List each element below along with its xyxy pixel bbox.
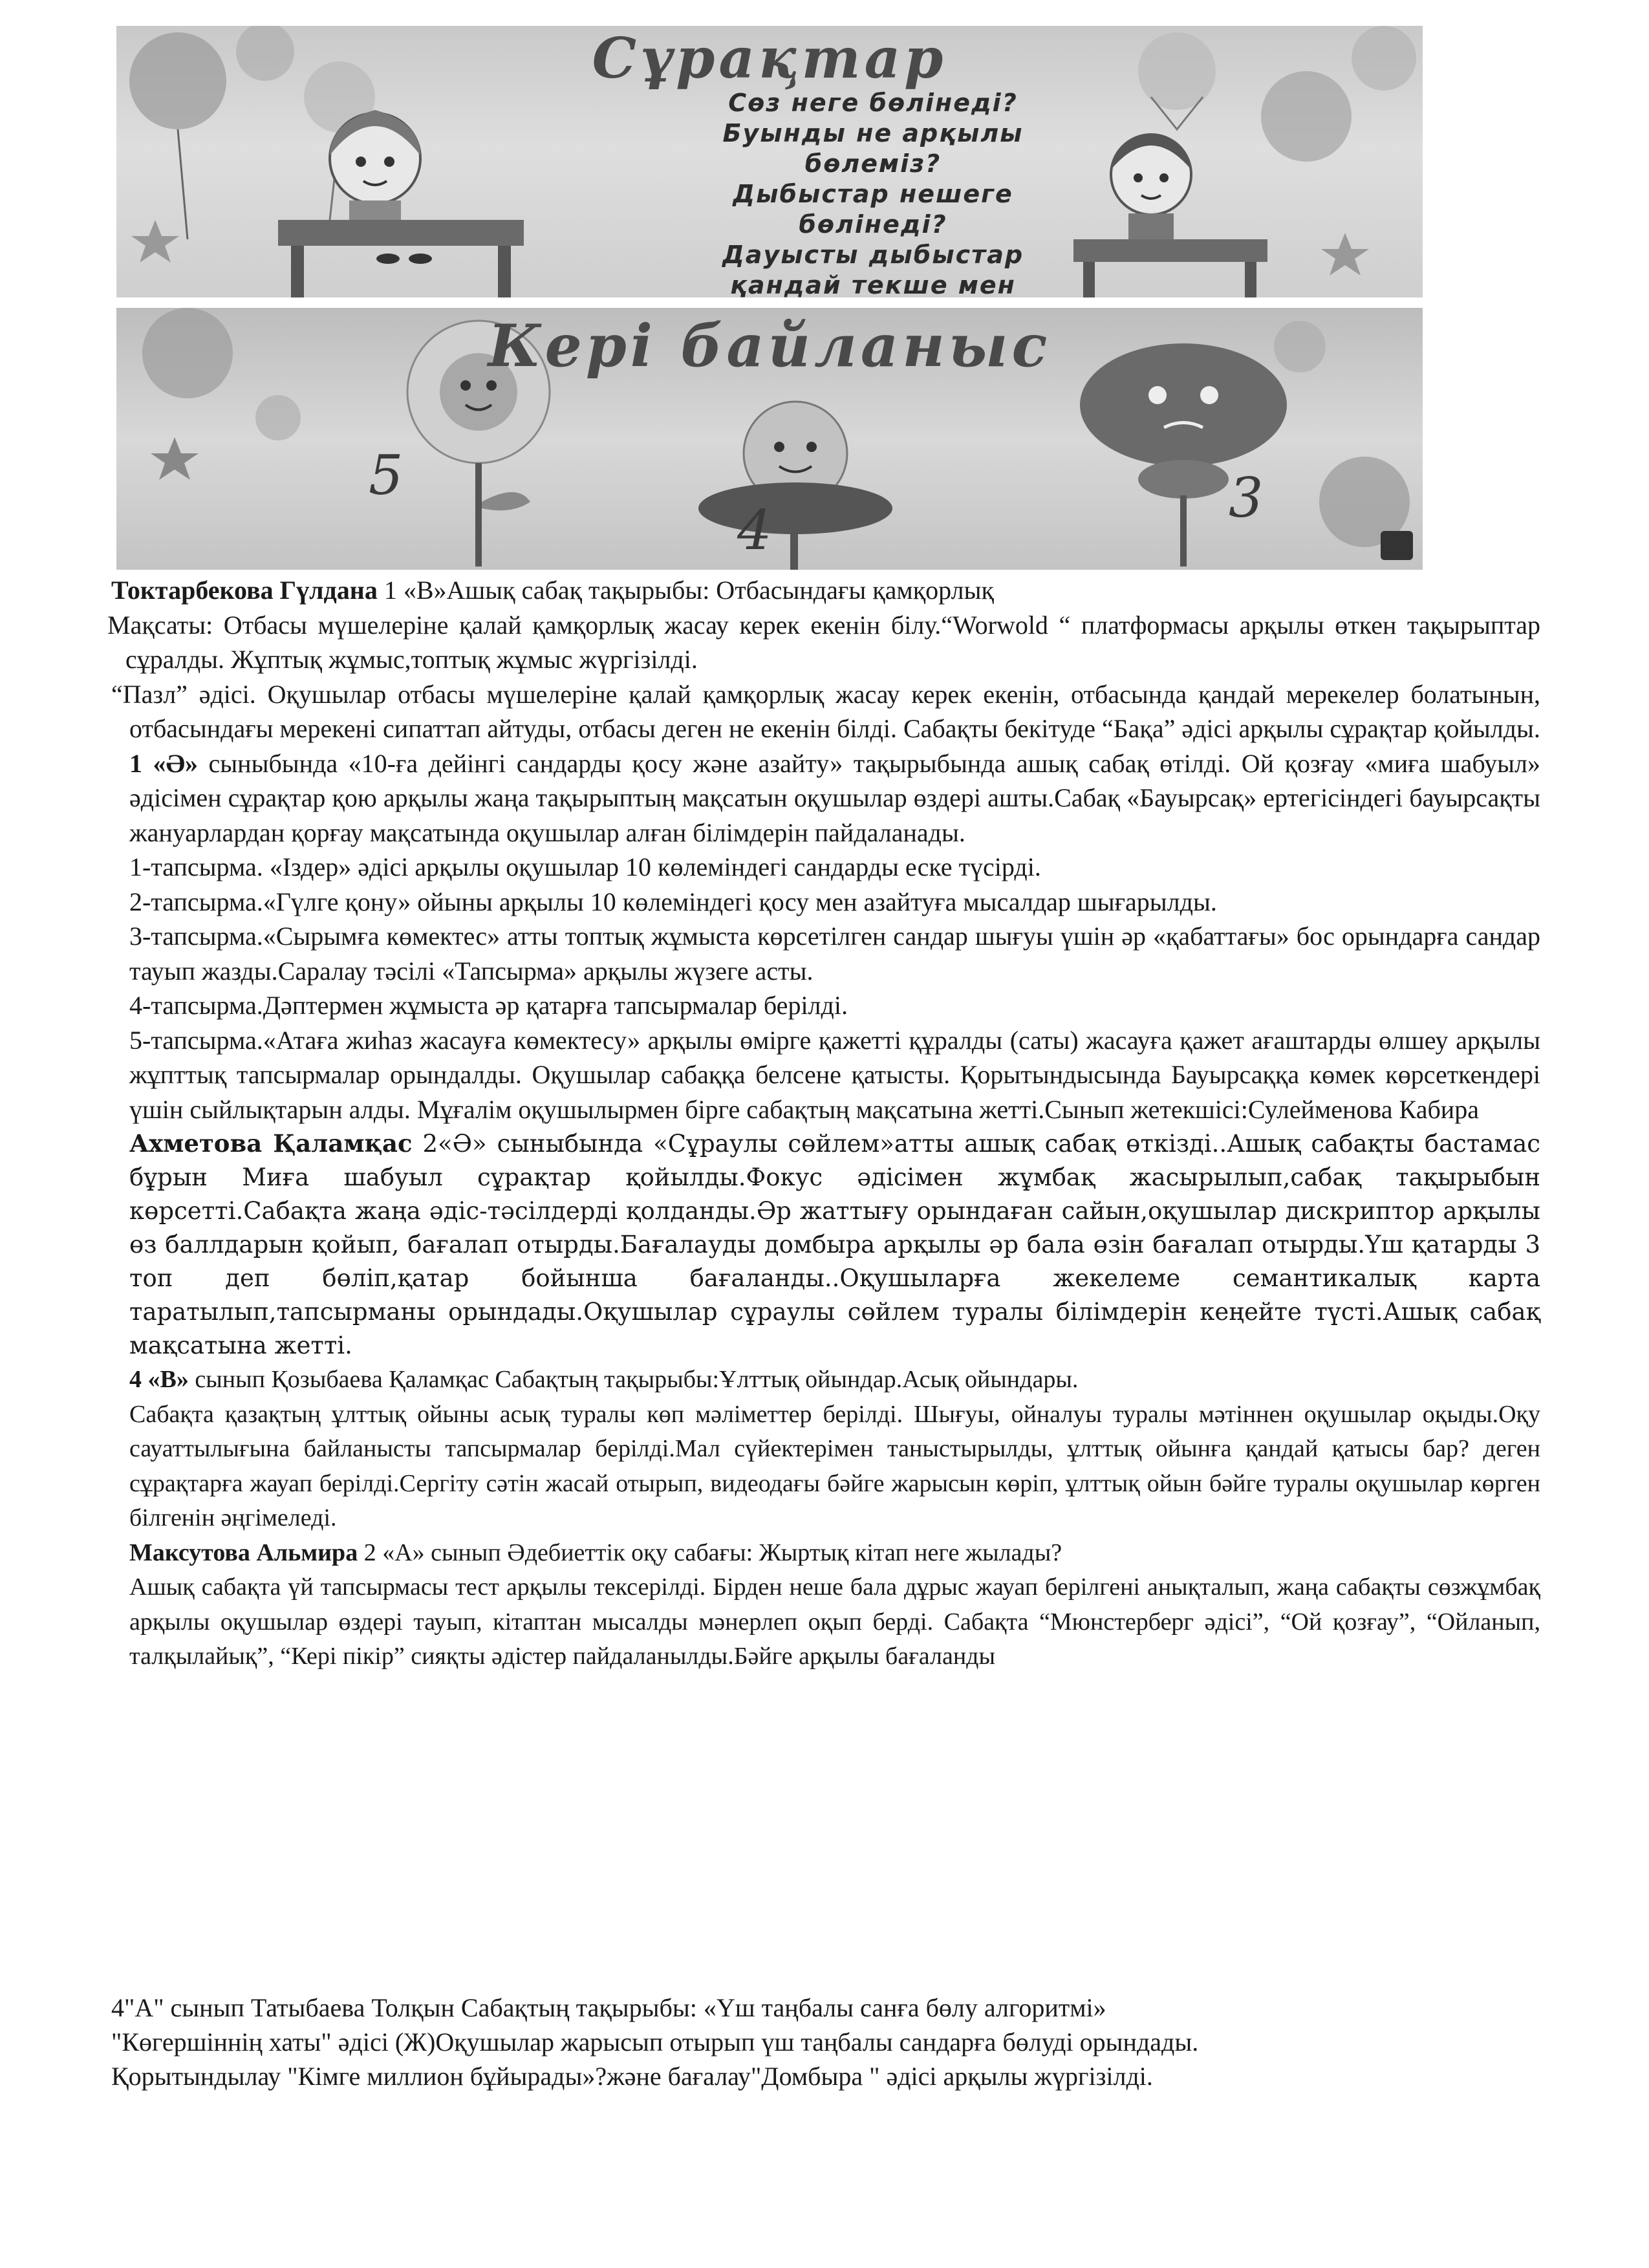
p3-body: 2«Ә» сыныбында «Сұраулы сөйлем»атты ашық сабақ өткізді..Ашық сабақты бастамас бұрын Миға шабуыл сұрақтар қойылды.Фокус әдісімен жұмбақ жасырылып,сабақ тақырыбын көрсетті.Сабақта жаңа әдіс-тәсілдерді қолданды.Әр жаттығу орындаған сайын,оқушылар дискриптор арқылы өз баллдарын қойып, бағалап отырды.Бағалауды домбыра арқылы әр бала өзін бағалап отырды.Үш қатарды 3 топ деп бөліп,қатар бойынша бағаланды..Оқушыларға жекелеме семантикалық карта таратылып,тапсырманы орындады.Оқушылар сұраулы сөйлем туралы білімдерін кеңейте түсті.Ашық сабақ мақсатына жетті.	[129, 1130, 1540, 1359]
p2-body: сыныбында «10-ға дейінгі сандарды қосу және азайту» тақырыбында ашық сабақ өтілді. Ой қозғау «миға шабуыл» әдісімен сұрақтар қою арқылы жаңа тақырыптың мақсатын оқушылар өздері ашты.Сабақ «Бауырсақ» ертегісіндегі бауырсақты жануарлардан қорғау мақсатында оқушылар алған білімдерін пайдаланады.	[129, 748, 1540, 847]
task-2: 2-тапсырма.«Гүлге қону» ойыны арқылы 10 көлеміндегі қосу мен азайтуға мысалдар шығарылды.	[129, 887, 1217, 916]
question-line: Дауысты дыбыстар	[722, 241, 1024, 269]
class-label: 1 «Ә»	[129, 748, 199, 778]
slide-questions-list	[608, 88, 1138, 297]
report-text	[107, 573, 1540, 1674]
score-center: 4	[737, 499, 772, 562]
p1-goal: Мақсаты: Отбасы мүшелеріне қалай қамқорлық жасау керек екенін білу.“Worwold “ платформасы арқылы өткен тақырыптар сұралды. Жұптық жұмыс,топтық жұмыс жүргізілді.	[107, 610, 1540, 674]
p6-line: 4"А" сынып Татыбаева Толқын Сабақтың тақырыбы: «Үш таңбалы санға бөлу алгоритмі»	[111, 1993, 1106, 2022]
p1-method: “Пазл” әдісі. Оқушылар отбасы мүшелеріне қалай қамқорлық жасау керек екенін, отбасында қандай мерекелер болатынын, отбасындағы мерекені сипаттап айтуды, отбасы деген не екенін білді. Сабақты бекітуде “Бақа” әдісі арқылы сұрақтар қойылды.	[111, 679, 1540, 743]
class-label: 4 «В»	[129, 1366, 189, 1393]
p5-topic: 2 «А» сынып Әдебиеттік оқу сабағы: Жыртық кітап неге жылады?	[358, 1539, 1062, 1566]
question-line: Сөз неге бөлінеді?	[728, 89, 1018, 117]
task-4: 4-тапсырма.Дәптермен жұмыста әр қатарға тапсырмалар берілді.	[129, 991, 848, 1020]
slide-questions-title: Сұрақтар	[592, 26, 947, 91]
score-right: 3	[1229, 466, 1264, 530]
p6-line: Қорытындылау "Кімге миллион бұйырады»?және бағалау"Домбыра " әдісі арқылы жүргізілді.	[111, 2062, 1153, 2091]
lesson-topic: 1 «В»Ашық сабақ тақырыбы: Отбасындағы қамқорлық	[377, 576, 994, 605]
p3-text	[111, 1127, 1540, 1363]
slide-feedback-title: Кері байланыс	[488, 312, 1051, 380]
p2-text	[111, 746, 1540, 850]
slide-questions-image	[116, 26, 1423, 297]
question-line: бөлеміз?	[804, 149, 942, 178]
p4-heading	[111, 1363, 1540, 1398]
p1-heading	[111, 573, 1540, 608]
score-left: 5	[369, 444, 404, 507]
question-line: қандай текше мен	[730, 271, 1016, 297]
slide-feedback-image	[116, 308, 1423, 570]
task-5: 5-тапсырма.«Атаға жиһаз жасауға көмектесу» арқылы өмірге қажетті құралды (саты) жасауға қажет ағаштарды өлшеу арқылы жұпттық тапсырмалар орындалды. Оқушылар сабаққа белсене қатысты. Қорытындысында Бауырсаққа көмек көрсеткендері үшін сыйлықтарын алды. Мұғалім оқушылырмен бірге сабақтың мақсатына жетті.Сынып жетекшісі:Сулейменова Кабира	[129, 1025, 1540, 1124]
teacher-name: Токтарбекова Гүлдана	[111, 576, 378, 605]
p6-line: "Көгершіннің хаты" әдісі (Ж)Оқушылар жарысып отырып үш таңбалы сандарға бөлуді орындады.	[111, 2027, 1199, 2057]
p5-heading	[111, 1536, 1540, 1571]
p4-text: Сабақта қазақтың ұлттық ойыны асық туралы көп мәліметтер берілді. Шығуы, ойналуы туралы мәтіннен оқушылар оқыды.Оқу сауаттылығына байланысты тапсырмалар берілді.Мал сүйектерімен таныстырылды, ұлттық ойынға қандай қатысы бар? деген сұрақтарға жауап берілді.Сергіту сәтін жасай отырып, видеодағы бәйге жарысын көріп, ұлттық ойын бәйге туралы оқушылар көрген білгенін әңгімеледі.	[129, 1400, 1540, 1531]
teacher-name: Ахметова Қаламқас	[129, 1129, 413, 1158]
sun-icon	[698, 402, 892, 570]
task-1: 1-тапсырма. «Іздер» әдісі арқылы оқушылар 10 көлеміндегі сандарды еске түсірді.	[129, 852, 1041, 881]
task-3: 3-тапсырма.«Сырымға көмектес» атты топтық жұмыста көрсетілген сандар шығуы үшін әр «қабаттағы» бос орындарға сандар тауып жазды.Саралау тәсілі «Тапсырма» арқылы жүзеге асты.	[129, 922, 1540, 986]
question-line: Буынды не арқылы	[722, 119, 1024, 147]
p5-text: Ашық сабақта үй тапсырмасы тест арқылы тексерілді. Бірден неше бала дұрыс жауап берілгені анықталып, жаңа сабақты сөзжұмбақ арқылы оқушылар өздері тауып, кітаптан мысалды мәнерлеп оқып берді. Сабақта “Мюнстерберг әдісі”, “Ой қозғау”, “Ойланып, талқылайық”, “Кері пікір” сияқты әдістер пайдаланылды.Бәйге арқылы бағаланды	[129, 1573, 1540, 1670]
teacher-name: Максутова Альмира	[129, 1539, 358, 1566]
p6-block	[111, 1991, 1560, 2093]
question-line: бөлінеді?	[799, 210, 947, 239]
p4-topic: сынып Қозыбаева Қаламқас Сабақтың тақырыбы:Ұлттық ойындар.Асық ойындары.	[188, 1366, 1079, 1393]
question-line: Дыбыстар нешеге	[733, 180, 1013, 208]
